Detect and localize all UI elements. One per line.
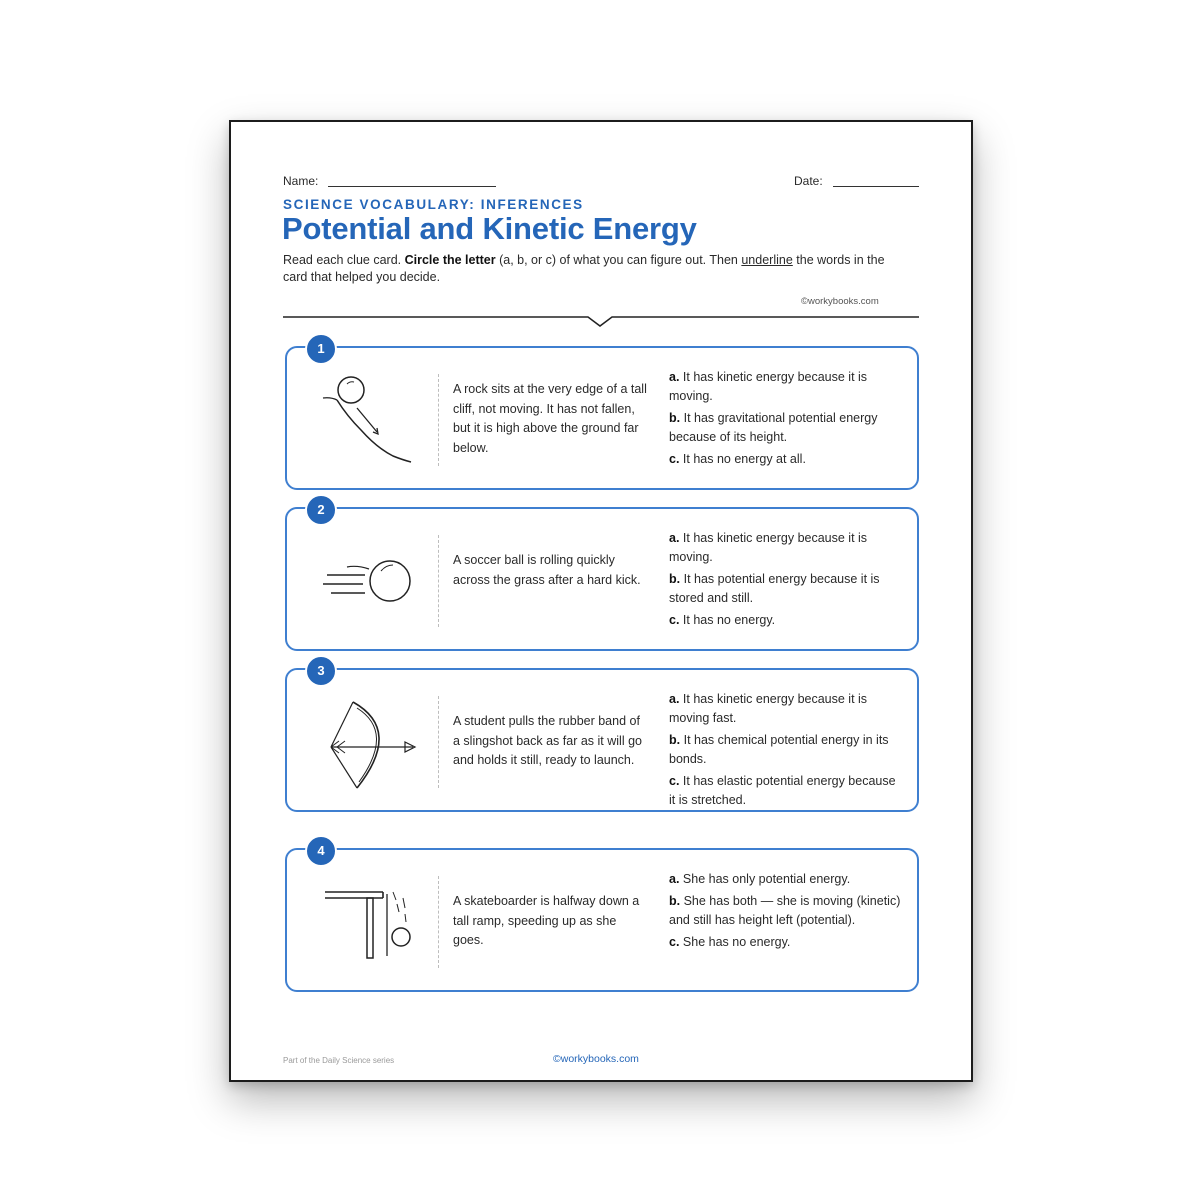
option-c[interactable]: c. It has no energy at all. <box>669 452 806 466</box>
card-divider <box>438 374 439 466</box>
rock-on-cliff-icon <box>317 368 427 468</box>
card-divider <box>438 876 439 968</box>
card-number-badge: 4 <box>305 835 337 867</box>
rolling-ball-icon <box>317 529 427 629</box>
option-b[interactable]: b. It has potential energy because it is stored and still. <box>669 572 880 605</box>
card-number-badge: 1 <box>305 333 337 365</box>
answer-options <box>669 690 901 813</box>
option-c[interactable]: c. She has no energy. <box>669 935 791 949</box>
option-b[interactable]: b. It has chemical potential energy in its bonds. <box>669 733 889 766</box>
bow-and-arrow-icon <box>317 690 427 790</box>
name-line <box>328 186 496 187</box>
instructions-bold: Circle the letter <box>404 253 496 267</box>
clue-card-3 <box>285 663 919 812</box>
brace-divider <box>283 308 919 328</box>
option-a[interactable]: a. It has kinetic energy because it is moving. <box>669 370 868 403</box>
answer-options <box>669 368 901 472</box>
option-c[interactable]: c. It has elastic potential energy because it is stretched. <box>669 774 896 807</box>
clue-text: A rock sits at the very edge of a tall cliff, not moving. It has not fallen, but it is high above the ground far below. <box>453 382 647 455</box>
option-a[interactable]: a. It has kinetic energy because it is moving fast. <box>669 692 868 725</box>
footer-site-link[interactable]: ©workybooks.com <box>553 1053 639 1065</box>
option-a[interactable]: a. It has kinetic energy because it is moving. <box>669 531 868 564</box>
option-b[interactable]: b. She has both — she is moving (kinetic) and still has height left (potential). <box>669 894 901 927</box>
instructions: Read each clue card. Circle the letter (a, b, or c) of what you can figure out. Then underline the words in the card that helped you decide. <box>283 253 885 284</box>
clue-text: A soccer ball is rolling quickly across the grass after a hard kick. <box>453 553 641 587</box>
card-divider <box>438 535 439 627</box>
card-number-badge: 2 <box>305 494 337 526</box>
card-divider <box>438 696 439 788</box>
date-label: Date: <box>794 174 823 188</box>
ball-falling-off-table-icon <box>317 870 427 970</box>
worksheet-title: Potential and Kinetic Energy <box>282 211 697 246</box>
name-label: Name: <box>283 174 319 188</box>
clue-card-4 <box>285 843 919 992</box>
credit-top: ©workybooks.com <box>801 296 879 307</box>
answer-options <box>669 529 901 633</box>
answer-options <box>669 870 901 955</box>
clue-card-2 <box>285 502 919 651</box>
card-number-badge: 3 <box>305 655 337 687</box>
worksheet-subtitle: SCIENCE VOCABULARY: INFERENCES <box>283 197 584 212</box>
clue-card-1 <box>285 341 919 490</box>
option-c[interactable]: c. It has no energy. <box>669 613 776 627</box>
footer-series: Part of the Daily Science series <box>283 1056 395 1065</box>
option-b[interactable]: b. It has gravitational potential energy because of its height. <box>669 411 878 444</box>
worksheet-page <box>229 120 973 1082</box>
clue-text: A student pulls the rubber band of a slingshot back as far as it will go and holds it still, ready to launch. <box>453 714 642 767</box>
instructions-underline: underline <box>741 253 793 267</box>
date-line <box>833 186 919 187</box>
option-a[interactable]: a. She has only potential energy. <box>669 872 851 886</box>
clue-text: A skateboarder is halfway down a tall ramp, speeding up as she goes. <box>453 894 640 947</box>
